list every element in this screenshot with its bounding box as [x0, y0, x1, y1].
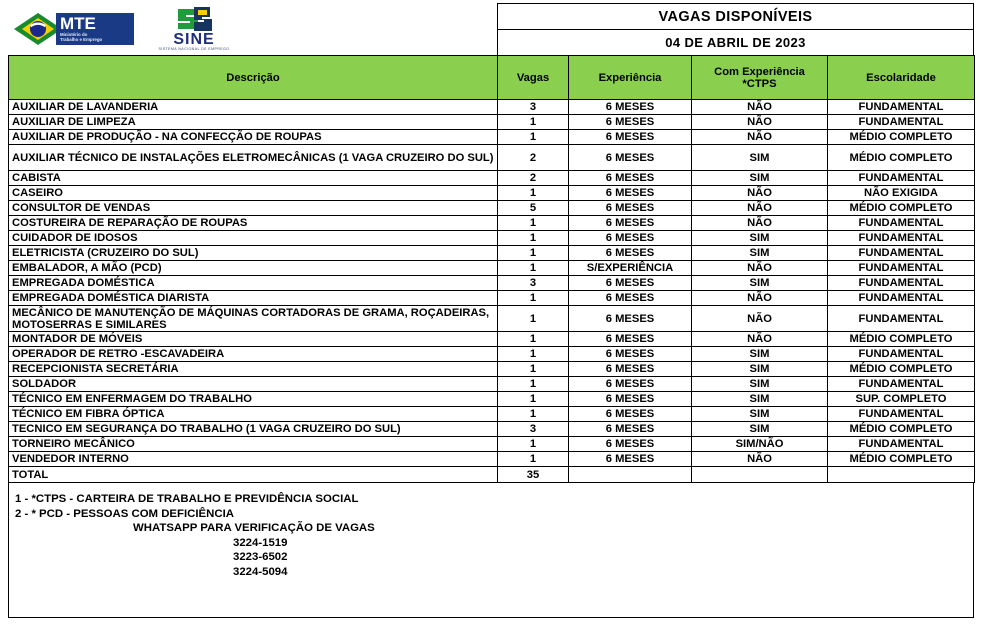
cell-experiencia: 6 MESES: [569, 377, 692, 392]
cell-com-experiencia: SIM: [692, 347, 828, 362]
cell-experiencia: 6 MESES: [569, 231, 692, 246]
column-header-experiencia: Experiência: [569, 56, 692, 100]
document-top-band: [8, 3, 974, 55]
table-row: [9, 171, 975, 186]
cell-com-experiencia: NÃO: [692, 100, 828, 115]
cell-escolaridade: FUNDAMENTAL: [828, 276, 975, 291]
table-row: [9, 246, 975, 261]
table-row: [9, 100, 975, 115]
mte-subtitle-line1: Ministério do: [60, 31, 88, 37]
cell-com-experiencia: NÃO: [692, 452, 828, 467]
cell-com-experiencia: SIM: [692, 407, 828, 422]
cell-experiencia: 6 MESES: [569, 246, 692, 261]
cell-com-experiencia: SIM: [692, 362, 828, 377]
cell-com-experiencia: NÃO: [692, 130, 828, 145]
total-escolaridade: [828, 467, 975, 483]
cell-vagas: 1: [498, 291, 569, 306]
table-row: [9, 392, 975, 407]
cell-escolaridade: MÉDIO COMPLETO: [828, 145, 975, 171]
cell-vagas: 1: [498, 332, 569, 347]
cell-descricao: CONSULTOR DE VENDAS: [9, 201, 498, 216]
cell-descricao: TORNEIRO MECÂNICO: [9, 437, 498, 452]
cell-vagas: 1: [498, 347, 569, 362]
cell-com-experiencia: NÃO: [692, 332, 828, 347]
cell-com-experiencia: SIM: [692, 171, 828, 186]
cell-vagas: 1: [498, 246, 569, 261]
table-row: [9, 186, 975, 201]
column-header-escolaridade: Escolaridade: [828, 56, 975, 100]
cell-experiencia: 6 MESES: [569, 276, 692, 291]
cell-experiencia: 6 MESES: [569, 306, 692, 332]
cell-descricao: VENDEDOR INTERNO: [9, 452, 498, 467]
cell-descricao: AUXILIAR DE PRODUÇÃO - NA CONFECÇÃO DE ROUPAS: [9, 130, 498, 145]
cell-descricao: OPERADOR DE RETRO -ESCAVADEIRA: [9, 347, 498, 362]
title-block: [497, 3, 974, 55]
mte-wordmark: [56, 13, 134, 45]
table-row: [9, 437, 975, 452]
cell-descricao: AUXILIAR DE LIMPEZA: [9, 115, 498, 130]
table-row: [9, 201, 975, 216]
mte-subtitle-line2: Trabalho e Emprego: [60, 37, 103, 42]
cell-experiencia: 6 MESES: [569, 216, 692, 231]
cell-descricao: TÉCNICO EM ENFERMAGEM DO TRABALHO: [9, 392, 498, 407]
table-row: [9, 231, 975, 246]
cell-descricao: EMPREGADA DOMÉSTICA: [9, 276, 498, 291]
mte-acronym: MTE: [60, 13, 96, 33]
table-row: [9, 362, 975, 377]
cell-com-experiencia: NÃO: [692, 201, 828, 216]
cell-escolaridade: FUNDAMENTAL: [828, 347, 975, 362]
cell-escolaridade: FUNDAMENTAL: [828, 377, 975, 392]
cell-com-experiencia: NÃO: [692, 115, 828, 130]
cell-descricao: EMPREGADA DOMÉSTICA DIARISTA: [9, 291, 498, 306]
cell-vagas: 1: [498, 437, 569, 452]
cell-vagas: 1: [498, 115, 569, 130]
cell-descricao: COSTUREIRA DE REPARAÇÃO DE ROUPAS: [9, 216, 498, 231]
cell-com-experiencia: NÃO: [692, 291, 828, 306]
cell-vagas: 1: [498, 377, 569, 392]
table-total-row: [9, 467, 975, 483]
cell-escolaridade: FUNDAMENTAL: [828, 291, 975, 306]
cell-vagas: 1: [498, 130, 569, 145]
cell-experiencia: 6 MESES: [569, 407, 692, 422]
page-title: VAGAS DISPONÍVEIS: [658, 8, 813, 25]
cell-vagas: 1: [498, 362, 569, 377]
column-header-com-experiencia-line1: Com Experiência: [714, 65, 805, 78]
page-date: 04 DE ABRIL DE 2023: [498, 29, 973, 55]
mte-logo: [12, 8, 134, 50]
sine-tagline: SISTEMA NACIONAL DE EMPREGO: [158, 47, 230, 51]
cell-vagas: 1: [498, 231, 569, 246]
sine-s-mark-icon: [174, 6, 214, 32]
cell-com-experiencia: NÃO: [692, 216, 828, 231]
cell-experiencia: 6 MESES: [569, 332, 692, 347]
cell-experiencia: 6 MESES: [569, 347, 692, 362]
cell-descricao: ELETRICISTA (CRUZEIRO DO SUL): [9, 246, 498, 261]
whatsapp-phone-2: 3223-6502: [233, 551, 288, 563]
total-vagas: 35: [498, 467, 569, 483]
cell-vagas: 1: [498, 186, 569, 201]
table-body: [9, 100, 975, 483]
table-row: [9, 291, 975, 306]
cell-experiencia: 6 MESES: [569, 362, 692, 377]
cell-descricao: SOLDADOR: [9, 377, 498, 392]
cell-escolaridade: FUNDAMENTAL: [828, 306, 975, 332]
cell-vagas: 1: [498, 216, 569, 231]
note-pcd: 2 - * PCD - PESSOAS COM DEFICIÊNCIA: [15, 507, 234, 520]
cell-escolaridade: SUP. COMPLETO: [828, 392, 975, 407]
cell-experiencia: 6 MESES: [569, 422, 692, 437]
cell-experiencia: 6 MESES: [569, 452, 692, 467]
cell-escolaridade: MÉDIO COMPLETO: [828, 332, 975, 347]
cell-escolaridade: MÉDIO COMPLETO: [828, 452, 975, 467]
cell-vagas: 1: [498, 452, 569, 467]
cell-vagas: 2: [498, 145, 569, 171]
cell-experiencia: 6 MESES: [569, 100, 692, 115]
table-row: [9, 347, 975, 362]
cell-descricao: CABISTA: [9, 171, 498, 186]
column-header-descricao: Descrição: [9, 56, 498, 100]
cell-descricao: MONTADOR DE MÓVEIS: [9, 332, 498, 347]
table-row: [9, 216, 975, 231]
table-row: [9, 115, 975, 130]
cell-vagas: 1: [498, 261, 569, 276]
cell-vagas: 1: [498, 306, 569, 332]
logo-group: [8, 3, 497, 55]
cell-escolaridade: MÉDIO COMPLETO: [828, 201, 975, 216]
cell-com-experiencia: SIM: [692, 145, 828, 171]
cell-experiencia: 6 MESES: [569, 392, 692, 407]
cell-descricao: CASEIRO: [9, 186, 498, 201]
cell-vagas: 5: [498, 201, 569, 216]
cell-experiencia: 6 MESES: [569, 186, 692, 201]
cell-vagas: 3: [498, 422, 569, 437]
cell-vagas: 3: [498, 100, 569, 115]
cell-experiencia: 6 MESES: [569, 171, 692, 186]
cell-experiencia: 6 MESES: [569, 291, 692, 306]
notes-box: [8, 482, 974, 618]
cell-com-experiencia: SIM: [692, 231, 828, 246]
table-row: [9, 306, 975, 332]
whatsapp-phone-1: 3224-1519: [233, 536, 288, 549]
cell-experiencia: S/EXPERIÊNCIA: [569, 261, 692, 276]
cell-escolaridade: FUNDAMENTAL: [828, 100, 975, 115]
column-header-com-experiencia-line2: *CTPS: [742, 77, 777, 90]
cell-experiencia: 6 MESES: [569, 201, 692, 216]
table-row: [9, 261, 975, 276]
cell-experiencia: 6 MESES: [569, 130, 692, 145]
cell-descricao: CUIDADOR DE IDOSOS: [9, 231, 498, 246]
table-row: [9, 130, 975, 145]
cell-vagas: 3: [498, 276, 569, 291]
cell-descricao: AUXILIAR DE LAVANDERIA: [9, 100, 498, 115]
cell-vagas: 1: [498, 407, 569, 422]
cell-escolaridade: FUNDAMENTAL: [828, 437, 975, 452]
cell-escolaridade: FUNDAMENTAL: [828, 261, 975, 276]
table-row: [9, 145, 975, 171]
cell-experiencia: 6 MESES: [569, 145, 692, 171]
cell-descricao: RECEPCIONISTA SECRETÁRIA: [9, 362, 498, 377]
table-header-row: [9, 56, 975, 100]
table-row: [9, 377, 975, 392]
cell-escolaridade: MÉDIO COMPLETO: [828, 130, 975, 145]
cell-descricao: EMBALADOR, A MÃO (PCD): [9, 261, 498, 276]
cell-escolaridade: MÉDIO COMPLETO: [828, 422, 975, 437]
cell-com-experiencia: NÃO: [692, 306, 828, 332]
cell-escolaridade: FUNDAMENTAL: [828, 246, 975, 261]
cell-vagas: 1: [498, 392, 569, 407]
cell-escolaridade: FUNDAMENTAL: [828, 171, 975, 186]
note-whatsapp-heading: WHATSAPP PARA VERIFICAÇÃO DE VAGAS: [133, 522, 375, 534]
total-experiencia: [569, 467, 692, 483]
table-row: [9, 452, 975, 467]
table-row: [9, 422, 975, 437]
table-row: [9, 407, 975, 422]
table-header: [9, 56, 975, 100]
cell-com-experiencia: NÃO: [692, 261, 828, 276]
cell-descricao: AUXILIAR TÉCNICO DE INSTALAÇÕES ELETROMECÂNICAS (1 VAGA CRUZEIRO DO SUL): [9, 145, 498, 171]
column-header-com-experiencia-ctps: [692, 56, 828, 100]
total-label: TOTAL: [9, 467, 498, 483]
cell-com-experiencia: SIM: [692, 246, 828, 261]
cell-com-experiencia: SIM: [692, 422, 828, 437]
cell-com-experiencia: SIM: [692, 377, 828, 392]
cell-vagas: 2: [498, 171, 569, 186]
cell-experiencia: 6 MESES: [569, 115, 692, 130]
sine-wordmark: SINE: [173, 31, 215, 48]
cell-com-experiencia: NÃO: [692, 186, 828, 201]
cell-escolaridade: FUNDAMENTAL: [828, 216, 975, 231]
cell-escolaridade: FUNDAMENTAL: [828, 231, 975, 246]
cell-escolaridade: FUNDAMENTAL: [828, 115, 975, 130]
total-com-experiencia: [692, 467, 828, 483]
cell-com-experiencia: SIM: [692, 392, 828, 407]
note-ctps: 1 - *CTPS - CARTEIRA DE TRABALHO E PREVIDÊNCIA SOCIAL: [15, 493, 359, 505]
vagas-table: [8, 55, 975, 483]
table-row: [9, 276, 975, 291]
sine-logo: [158, 6, 230, 52]
column-header-vagas: Vagas: [498, 56, 569, 100]
cell-descricao: TÉCNICO EM FIBRA ÓPTICA: [9, 407, 498, 422]
cell-escolaridade: MÉDIO COMPLETO: [828, 362, 975, 377]
cell-com-experiencia: SIM: [692, 276, 828, 291]
cell-com-experiencia: SIM/NÃO: [692, 437, 828, 452]
cell-experiencia: 6 MESES: [569, 437, 692, 452]
whatsapp-phone-3: 3224-5094: [233, 565, 288, 578]
cell-descricao: MECÂNICO DE MANUTENÇÃO DE MÁQUINAS CORTADORAS DE GRAMA, ROÇADEIRAS, MOTOSERRAS E SIMILARES: [9, 306, 498, 332]
cell-escolaridade: NÃO EXIGIDA: [828, 186, 975, 201]
table-row: [9, 332, 975, 347]
cell-escolaridade: FUNDAMENTAL: [828, 407, 975, 422]
cell-descricao: TECNICO EM SEGURANÇA DO TRABALHO (1 VAGA CRUZEIRO DO SUL): [9, 422, 498, 437]
